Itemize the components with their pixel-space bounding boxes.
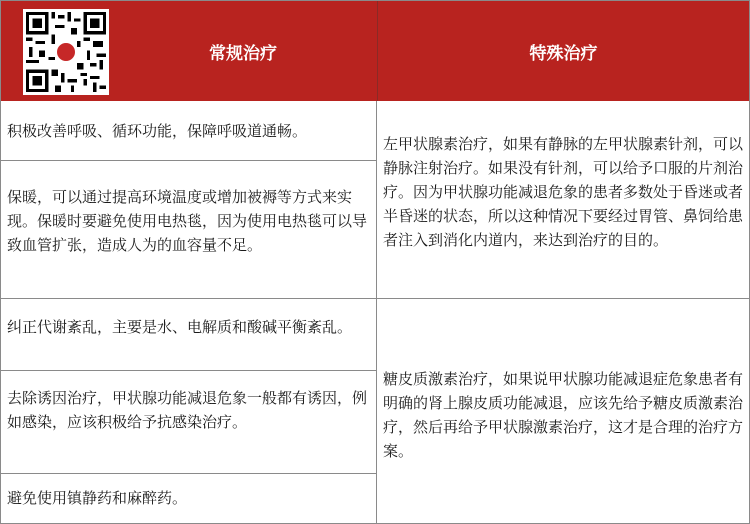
header-special-treatment: 特殊治疗 bbox=[377, 1, 749, 101]
special-cell-1: 左甲状腺素治疗，如果有静脉的左甲状腺素针剂，可以静脉注射治疗。如果没有针剂，可以给予口服的片剂治疗。因为甲状腺功能减退危象的患者多数处于昏迷或者半昏迷的状态，所以这种情况下要经过胃管、鼻饲给患者注入到消化内道内，来达到治疗的目的。 bbox=[383, 135, 744, 249]
special-cell-2: 糖皮质激素治疗，如果说甲状腺功能减退症危象患者有明确的肾上腺皮质功能减退，应该先给予糖皮质激素治疗，然后再给予甲状腺激素治疗，这才是合理的治疗方案。 bbox=[383, 370, 744, 460]
routine-cell-4: 去除诱因治疗，甲状腺功能减退危象一般都有诱因，例如感染，应该积极给予抗感染治疗。 bbox=[7, 389, 368, 431]
routine-cell-3: 纠正代谢紊乱，主要是水、电解质和酸碱平衡紊乱。 bbox=[7, 318, 353, 336]
header-routine-treatment: 常规治疗 bbox=[209, 43, 277, 64]
row-divider bbox=[1, 298, 376, 299]
qr-logo-badge bbox=[55, 41, 77, 63]
routine-cell-1: 积极改善呼吸、循环功能，保障呼吸道通畅。 bbox=[7, 122, 308, 140]
row-divider bbox=[1, 370, 376, 371]
routine-cell-2: 保暖，可以通过提高环境温度或增加被褥等方式来实现。保暖时要避免使用电热毯，因为使用电热毯可以导致血管扩张，造成人为的血容量不足。 bbox=[7, 188, 368, 254]
row-divider bbox=[377, 298, 749, 299]
routine-cell-5: 避免使用镇静药和麻醉药。 bbox=[7, 489, 188, 507]
row-divider bbox=[1, 473, 376, 474]
row-divider bbox=[1, 160, 376, 161]
qr-code[interactable] bbox=[23, 9, 109, 95]
table-header bbox=[1, 1, 749, 101]
